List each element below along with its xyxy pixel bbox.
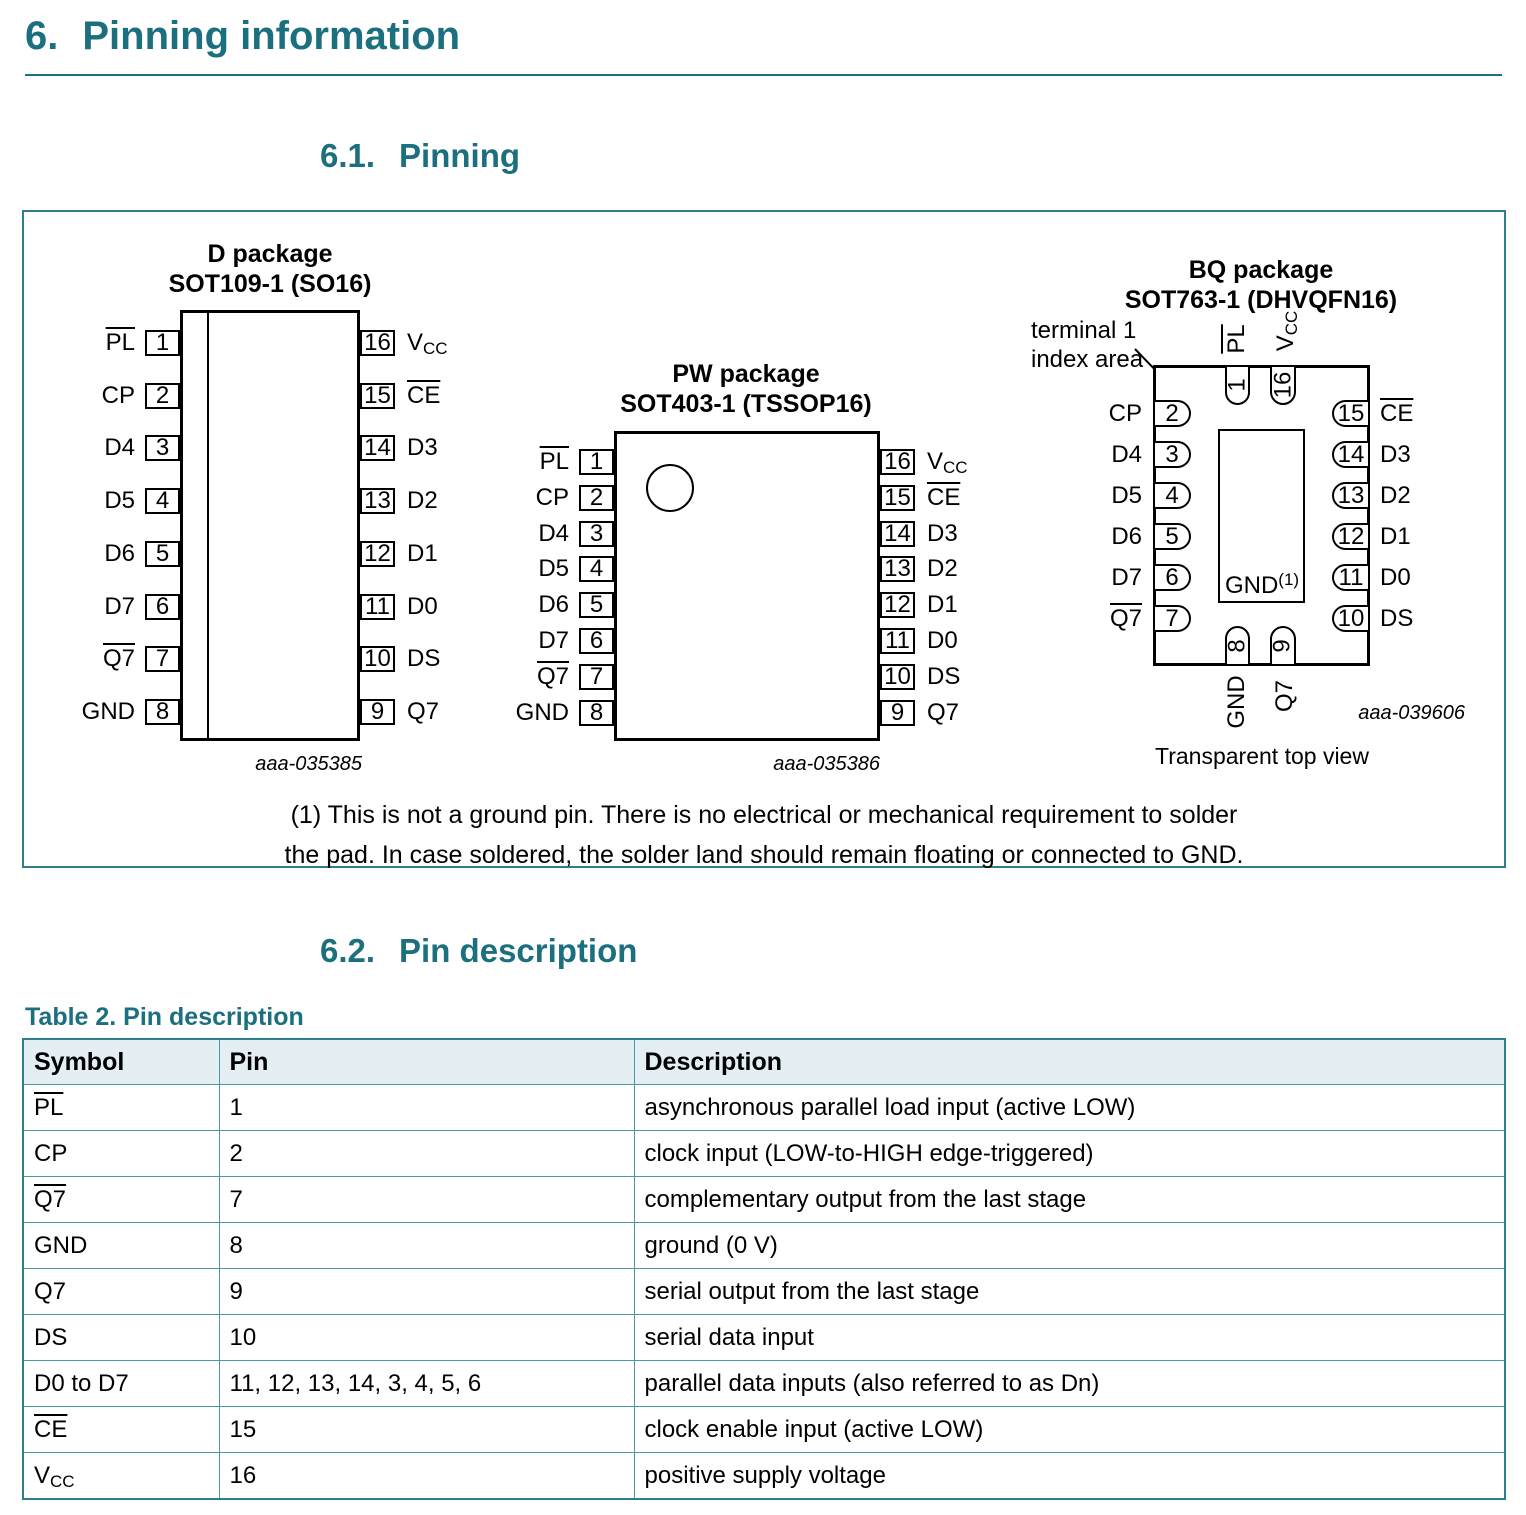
- pin-number: 5: [1165, 522, 1179, 550]
- pin-number: 15: [884, 484, 911, 511]
- figure-id: aaa-035386: [773, 753, 880, 775]
- description-cell: [634, 1177, 1505, 1223]
- table-row: [23, 1453, 1505, 1500]
- pin-symbol-text: V: [34, 1461, 51, 1489]
- pin-symbol-text: CP: [101, 382, 135, 409]
- pin-symbol: [1272, 311, 1299, 352]
- pin-symbol-text: $\overline{PL}$: [1223, 324, 1250, 354]
- table-header-row: [23, 1039, 1505, 1085]
- description-cell: [634, 1407, 1505, 1453]
- pin-symbol: [1109, 400, 1142, 427]
- pin-symbol-text: D5: [538, 555, 569, 582]
- heading-pinning-text: Pinning: [399, 137, 521, 174]
- pin-cell: [219, 1085, 634, 1131]
- pin-cell: [219, 1453, 634, 1500]
- description-text: clock input (LOW-to-HIGH edge-triggered): [644, 1139, 1094, 1167]
- pin-symbol-text: D0: [407, 593, 438, 620]
- pin-description-table: [22, 1038, 1506, 1500]
- pin-symbol: [1380, 605, 1413, 632]
- pin-number-box: [1153, 441, 1191, 468]
- description-cell: [634, 1131, 1505, 1177]
- pin-symbol-subscript: CC: [423, 339, 448, 358]
- pin-symbol-text: GND: [515, 699, 569, 726]
- pin-symbol-text: D3: [407, 434, 438, 461]
- pin-number: 14: [364, 434, 391, 461]
- package-title-line1: BQ package: [1188, 256, 1334, 284]
- pin-number-box: [1225, 365, 1250, 405]
- pin-symbol-subscript: CC: [943, 458, 968, 477]
- pin-symbol-text: D5: [104, 487, 135, 514]
- pin-number: 13: [884, 555, 911, 582]
- pin-number-box: [1153, 482, 1191, 509]
- pin-symbol-text: $\overline{CE}$: [407, 382, 441, 409]
- pin-symbol-text: D1: [407, 540, 438, 567]
- description-cell: [634, 1085, 1505, 1131]
- pin-symbol: [1111, 441, 1142, 468]
- table-row: [23, 1407, 1505, 1453]
- page-title: [25, 12, 460, 60]
- pin-number: 3: [1165, 440, 1179, 468]
- pin-number: 4: [1165, 481, 1179, 509]
- pin-cell-text: 16: [229, 1461, 257, 1489]
- table-row: [23, 1085, 1505, 1131]
- pin-symbol-text: D7: [1111, 564, 1142, 591]
- pin-number: 11: [885, 627, 910, 654]
- pin-number: 6: [1165, 563, 1179, 591]
- pin-cell: [219, 1361, 634, 1407]
- pin-cell-text: 8: [229, 1231, 243, 1259]
- pin-symbol-text: D3: [1380, 441, 1411, 468]
- description-text: parallel data inputs (also referred to as Dn): [644, 1369, 1100, 1397]
- description-cell: [634, 1269, 1505, 1315]
- transparent-top-view-caption: Transparent top view: [1155, 743, 1369, 769]
- figure-footnote: [24, 795, 1504, 875]
- pin-number-box: [1332, 441, 1370, 468]
- pin-label: [1272, 311, 1300, 352]
- symbol-cell: [23, 1223, 219, 1269]
- symbol-cell: [23, 1361, 219, 1407]
- pin-number-box: [1225, 626, 1250, 666]
- pin-symbol-text: $\overline{PL}$: [34, 1093, 64, 1121]
- pin-label: [1380, 564, 1500, 592]
- pin-number: 3: [155, 434, 170, 461]
- heading-pin-description: [320, 931, 637, 971]
- pin-symbol-text: D0: [1380, 564, 1411, 591]
- pin-symbol-text: D1: [1380, 523, 1411, 550]
- pin-number: 16: [364, 329, 391, 356]
- symbol-cell: [23, 1269, 219, 1315]
- pin-symbol-text: DS: [927, 663, 961, 690]
- pin-symbol-text: D2: [927, 555, 958, 582]
- heading-pinning: [320, 136, 520, 176]
- pin-number: 4: [589, 555, 604, 582]
- description-text: clock enable input (active LOW): [644, 1415, 984, 1443]
- pin-symbol: [34, 1186, 66, 1213]
- pin-symbol-text: GND: [1223, 675, 1250, 729]
- pin-cell: [219, 1269, 634, 1315]
- pin-number-box: [1153, 523, 1191, 550]
- pin-symbol-text: D2: [407, 487, 438, 514]
- pin-symbol-text: Q7: [34, 1185, 67, 1213]
- column-header-description: Description: [634, 1039, 1505, 1085]
- package-title-line1: D package: [207, 240, 333, 268]
- description-text: complementary output from the last stage: [644, 1185, 1087, 1213]
- pin-label: [1032, 523, 1142, 551]
- pin-symbol: [34, 1416, 67, 1443]
- pin-cell: [219, 1315, 634, 1361]
- pin-symbol-subscript: CC: [1282, 310, 1301, 336]
- description-text: positive supply voltage: [644, 1461, 886, 1489]
- pin-number-box: [1270, 626, 1296, 666]
- pin-number-box: [1153, 400, 1191, 427]
- pin-number: 11: [1338, 563, 1364, 591]
- pin-number: 12: [884, 591, 911, 618]
- pin-symbol-subscript: CC: [50, 1471, 75, 1491]
- pin-number: 10: [884, 663, 911, 690]
- pin-number: 3: [589, 520, 604, 547]
- pin-number-box: [1332, 605, 1370, 632]
- pin-symbol-text: V: [927, 448, 944, 475]
- pin-number: 12: [1337, 522, 1365, 550]
- pin-number: 13: [364, 487, 391, 514]
- pin-symbol-text: Q7: [407, 698, 440, 725]
- pin-symbol-text: DS: [34, 1323, 68, 1351]
- pin-symbol-text: $\overline{PL}$: [539, 448, 569, 475]
- table-caption: Table 2. Pin description: [25, 1003, 304, 1031]
- pin-symbol-text: D6: [1111, 523, 1142, 550]
- pin-cell: [219, 1223, 634, 1269]
- pin-symbol: [34, 1140, 67, 1167]
- terminal1-index-note: [1031, 316, 1143, 374]
- pin-symbol-text: GND: [34, 1231, 88, 1259]
- symbol-cell: [23, 1315, 219, 1361]
- pin-symbol: [1380, 400, 1413, 427]
- package-bq-diagram: [24, 212, 1504, 866]
- pin-label: [1380, 482, 1500, 510]
- pin-symbol-text: D0: [927, 627, 958, 654]
- pin-cell: [219, 1407, 634, 1453]
- pin-symbol-text: $\overline{CE}$: [34, 1415, 68, 1443]
- pin-symbol-text: DS: [1380, 605, 1414, 632]
- pin-cell-text: 7: [229, 1185, 243, 1213]
- center-pad-label-superscript: (1): [1278, 570, 1300, 589]
- pin-symbol-text: D6: [538, 591, 569, 618]
- heading-pin-description-text: Pin description: [399, 932, 638, 969]
- pin-symbol: [1380, 564, 1411, 591]
- pin-cell-text: 10: [229, 1323, 257, 1351]
- pin-number-box: [1270, 365, 1296, 405]
- pin-symbol: [34, 1094, 63, 1121]
- pin-number: 12: [364, 540, 391, 567]
- symbol-cell: [23, 1453, 219, 1500]
- pin-label: [1032, 441, 1142, 469]
- pin-number: 16: [1269, 371, 1297, 399]
- pin-number: 11: [365, 593, 390, 620]
- table-row: [23, 1269, 1505, 1315]
- pin-number: 9: [370, 698, 385, 725]
- column-header-pin: Pin: [219, 1039, 634, 1085]
- pin-symbol-text: DS: [407, 645, 441, 672]
- column-header-symbol: Symbol: [23, 1039, 219, 1085]
- heading-pin-description-number: 6.2.: [320, 932, 376, 969]
- package-title: [1041, 255, 1481, 315]
- title-rule: [25, 74, 1502, 76]
- pin-symbol-text: Q7: [1271, 679, 1298, 713]
- pin-symbol-text: $\overline{PL}$: [105, 329, 135, 356]
- pin-number: 8: [589, 699, 604, 726]
- figure-id: aaa-039606: [1358, 702, 1465, 724]
- pin-symbol-text: $\overline{CE}$: [927, 484, 961, 511]
- pinning-figure-box: [22, 210, 1506, 868]
- pin-label: [1032, 605, 1142, 633]
- table-row: [23, 1131, 1505, 1177]
- pin-symbol-text: D0 to D7: [34, 1369, 129, 1397]
- pin-symbol-text: D4: [1111, 441, 1142, 468]
- pin-symbol: [1110, 605, 1142, 632]
- pin-number: 4: [155, 487, 170, 514]
- table-row: [23, 1223, 1505, 1269]
- pin-symbol-text: $\overline{CE}$: [1380, 400, 1414, 427]
- pin-number: 1: [589, 448, 604, 475]
- figure-id: aaa-035385: [255, 753, 362, 775]
- pin-symbol: [1380, 441, 1411, 468]
- pin-symbol-text: D7: [538, 627, 569, 654]
- symbol-cell: [23, 1085, 219, 1131]
- pin-number: 7: [1165, 604, 1179, 632]
- pin-label: [1032, 564, 1142, 592]
- pin-symbol-text: D7: [104, 593, 135, 620]
- pin-number: 10: [1337, 604, 1365, 632]
- terminal1-index-note-line2: index area: [1031, 346, 1144, 373]
- pin-number: 1: [1223, 378, 1251, 392]
- description-cell: [634, 1315, 1505, 1361]
- heading-pinning-number: 6.1.: [320, 137, 376, 174]
- description-text: asynchronous parallel load input (active LOW): [644, 1093, 1136, 1121]
- pin-cell-text: 15: [229, 1415, 257, 1443]
- pin-symbol-text: Q7: [1109, 605, 1142, 632]
- pin-symbol-text: Q7: [102, 645, 135, 672]
- pin-symbol: [34, 1278, 66, 1305]
- pin-symbol-text: D5: [1111, 482, 1142, 509]
- symbol-cell: [23, 1407, 219, 1453]
- description-text: ground (0 V): [644, 1231, 778, 1259]
- table-row: [23, 1361, 1505, 1407]
- pin-cell: [219, 1177, 634, 1223]
- pin-number: 9: [1268, 639, 1296, 653]
- pin-symbol: [1380, 523, 1411, 550]
- description-text: serial data input: [644, 1323, 814, 1351]
- pin-number: 5: [155, 540, 170, 567]
- pin-symbol: [1380, 482, 1411, 509]
- footnote-line-1: (1) This is not a ground pin. There is no electrical or mechanical requirement to solder: [290, 801, 1238, 829]
- package-title-line2: SOT403-1 (TSSOP16): [620, 390, 872, 418]
- pin-symbol-text: D4: [104, 434, 135, 461]
- pin-label: [1223, 324, 1251, 353]
- pin-number: 5: [589, 591, 604, 618]
- description-text: serial output from the last stage: [644, 1277, 980, 1305]
- pin-symbol-text: Q7: [34, 1277, 67, 1305]
- footnote-line-2: the pad. In case soldered, the solder land should remain floating or connected to GND.: [284, 841, 1244, 869]
- pin-symbol: [1111, 523, 1142, 550]
- pin-number: 8: [155, 698, 170, 725]
- table-row: [23, 1177, 1505, 1223]
- pin-cell-text: 2: [229, 1139, 243, 1167]
- pin-symbol-text: D4: [538, 520, 569, 547]
- pin-number: 13: [1337, 481, 1365, 509]
- table-row: [23, 1315, 1505, 1361]
- pin-cell-text: 11, 12, 13, 14, 3, 4, 5, 6: [229, 1369, 482, 1397]
- pin-number: 16: [884, 448, 911, 475]
- pin-label: [1032, 400, 1142, 428]
- pin-number: 15: [1337, 399, 1365, 427]
- pin-number: 7: [589, 663, 604, 690]
- pin-symbol-text: V: [407, 329, 424, 356]
- pin-number: 14: [1337, 440, 1365, 468]
- pin-number: 6: [155, 593, 170, 620]
- pin-number-box: [1332, 523, 1370, 550]
- pin-symbol-text: Q7: [536, 663, 569, 690]
- pin-symbol: [34, 1324, 67, 1351]
- pin-number: 2: [155, 382, 170, 409]
- pin-number: 15: [364, 382, 391, 409]
- pin-label: [1380, 441, 1500, 469]
- pin-symbol: [34, 1232, 87, 1259]
- pin-number-box: [1153, 564, 1191, 591]
- pin-number: 6: [589, 627, 604, 654]
- pin-symbol: [1111, 564, 1142, 591]
- pin-number-box: [1153, 605, 1191, 632]
- pin-symbol-text: D1: [927, 591, 958, 618]
- pin-symbol-text: CP: [1108, 400, 1142, 427]
- pin-symbol: [34, 1370, 129, 1397]
- pin-symbol: [1223, 324, 1250, 353]
- pin-number: 8: [1223, 639, 1251, 653]
- pin-symbol: [1111, 482, 1142, 509]
- pin-number-box: [1332, 400, 1370, 427]
- pin-symbol-text: CP: [34, 1139, 68, 1167]
- pin-cell: [219, 1131, 634, 1177]
- page-title-number: 6.: [25, 14, 59, 58]
- page-title-text: Pinning information: [82, 14, 461, 58]
- pin-number: 9: [890, 699, 905, 726]
- pin-symbol-text: V: [1272, 335, 1299, 352]
- pin-number: 1: [155, 329, 170, 356]
- description-cell: [634, 1361, 1505, 1407]
- pin-number: 2: [1165, 399, 1179, 427]
- pin-symbol: [34, 1462, 75, 1489]
- description-cell: [634, 1223, 1505, 1269]
- description-cell: [634, 1453, 1505, 1500]
- package-title-line2: SOT109-1 (SO16): [168, 270, 372, 298]
- pin-symbol-text: Q7: [927, 699, 960, 726]
- pin-number: 14: [884, 520, 911, 547]
- pin-number-box: [1332, 564, 1370, 591]
- pin-label: [1032, 482, 1142, 510]
- pin-number: 10: [364, 645, 391, 672]
- pin-label: [1380, 400, 1500, 428]
- pin-symbol-text: D2: [1380, 482, 1411, 509]
- pin-symbol-text: D3: [927, 520, 958, 547]
- symbol-cell: [23, 1177, 219, 1223]
- pin-symbol-text: CP: [535, 484, 569, 511]
- symbol-cell: [23, 1131, 219, 1177]
- pin-number: 2: [589, 484, 604, 511]
- pin-label: [1380, 605, 1500, 633]
- pin-number: 7: [155, 645, 170, 672]
- center-pad-label-text: GND: [1224, 572, 1279, 599]
- package-title-line1: PW package: [672, 360, 820, 388]
- package-title-line2: SOT763-1 (DHVQFN16): [1124, 286, 1398, 314]
- pin-cell-text: 9: [229, 1277, 243, 1305]
- pin-symbol-text: D6: [104, 540, 135, 567]
- terminal1-index-note-line1: terminal 1: [1031, 317, 1137, 344]
- pin-symbol-text: GND: [81, 698, 135, 725]
- pin-label: [1380, 523, 1500, 551]
- pin-number-box: [1332, 482, 1370, 509]
- center-pad-label: [1225, 572, 1299, 600]
- pin-cell-text: 1: [229, 1093, 243, 1121]
